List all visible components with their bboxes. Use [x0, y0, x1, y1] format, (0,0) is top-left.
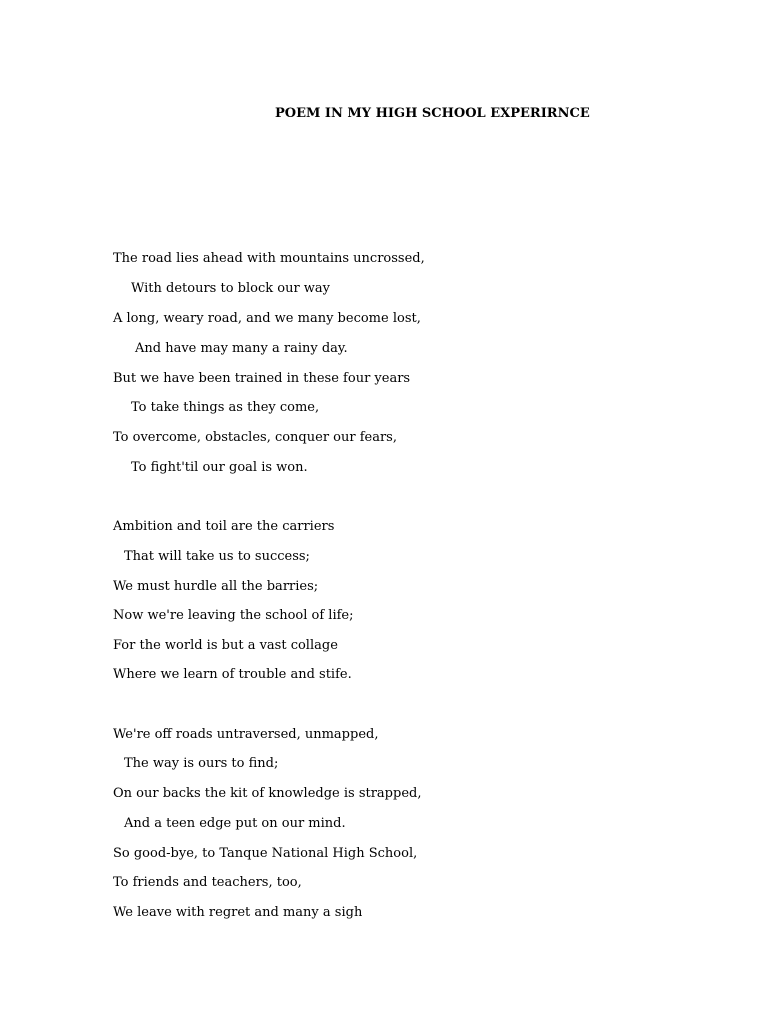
poem-line: Now we're leaving the school of life;: [113, 608, 354, 623]
poem-line: For the world is but a vast collage: [113, 638, 338, 653]
poem-line: To take things as they come,: [131, 400, 320, 415]
poem-line: To fight'til our goal is won.: [131, 460, 308, 475]
poem-line: That will take us to success;: [124, 549, 310, 564]
poem-line: Ambition and toil are the carriers: [113, 519, 335, 534]
poem-line: To overcome, obstacles, conquer our fears,: [113, 430, 397, 445]
poem-title: POEM IN MY HIGH SCHOOL EXPERIRNCE: [275, 106, 590, 121]
poem-line: But we have been trained in these four years: [113, 371, 411, 386]
poem-line: To friends and teachers, too,: [113, 875, 302, 890]
poem-line: And a teen edge put on our mind.: [124, 816, 346, 831]
poem-line: Where we learn of trouble and stife.: [113, 667, 352, 682]
poem-line: A long, weary road, and we many become lost,: [113, 311, 421, 326]
poem-line: The road lies ahead with mountains uncrossed,: [113, 251, 425, 266]
poem-line: And have may many a rainy day.: [135, 341, 348, 356]
poem-line: On our backs the kit of knowledge is strapped,: [113, 786, 422, 801]
poem-line: So good-bye, to Tanque National High School,: [113, 846, 418, 861]
poem-line: We leave with regret and many a sigh: [113, 905, 363, 920]
poem-line: With detours to block our way: [131, 281, 331, 296]
poem-line: The way is ours to find;: [124, 756, 279, 771]
poem-line: We're off roads untraversed, unmapped,: [113, 727, 379, 742]
poem-line: We must hurdle all the barries;: [113, 579, 319, 594]
